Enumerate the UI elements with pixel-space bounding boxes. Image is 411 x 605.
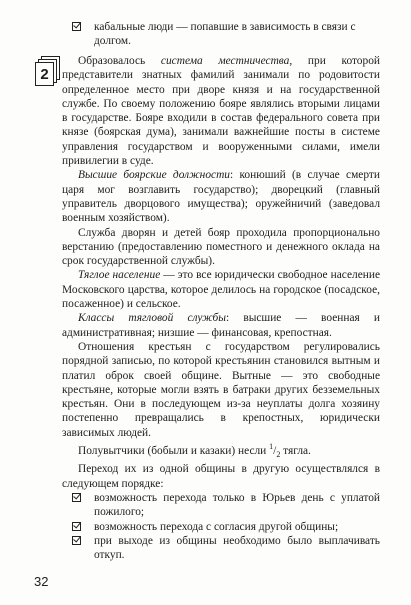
section-marker-icon [35,56,61,86]
checklist-item [62,520,380,534]
top-list [62,20,380,49]
paragraph-6: Отношения крестьян с государством регулировались порядной записью, по которой крестьянин становился вытным и платил оброк своей общине. Вытные — это свободные крестьяне, которые могли взять в батраки других безземельных крестьян. Они в последующем из-за неуплаты долга хозяину постепенно превращались в крепостных, юридически зависимых людей. [62,340,380,439]
item-text: возможность перехода с согласия другой общины; [94,520,339,533]
item-text: при выходе из общины необходимо было выплачивать откуп. [94,534,380,562]
paragraph-8: Переход их из одной общины в другую осуществлялся в следующем порядке: [62,463,380,490]
section-number: 2 [35,62,54,86]
checkbox-icon [72,493,81,502]
paragraph-4: Тяглое население — это все юридически свободное население Московского царства, которое делилось на городское (посадское, посаженное) и сельское. [62,269,380,311]
page-number: 32 [34,574,49,589]
checkbox-icon [72,536,81,545]
checklist-item [62,20,380,49]
item-text: возможность перехода только в Юрьев день с уплатой пожилого; [94,491,380,519]
checklist-item [62,491,380,520]
main-text [62,54,380,562]
item-text-cont: долгом. [94,35,131,48]
checkbox-icon [72,522,81,531]
paragraph-5: Классы тягловой службы: высшие — военная и административная; низшие — финансовая, крепостная. [62,312,380,339]
paragraph-2: Высшие боярские должности: конюший (в случае смерти царя мог возглавить государство); дворецкий (главный управитель дворцового имущества); оружейничий (заведовал военным хозяйством). [62,169,380,225]
paragraph-1: Образовалось система местничества, при которой представители знатных фамилий занимали по родовитости определенное место при дворе князя и на государственной службе. По своему положению бояре являлись вторыми лицами в государстве. Бояре входили в состав федерального совета при князе (боярская дума), занимали важнейшие посты в системе управления государством и вооруженными силами, имели привилегии в суде. [62,55,380,168]
checkbox-icon [72,22,81,31]
checklist-item [62,534,380,563]
paragraph-7: Полувытчики (бобыли и казаки) несли $^1/_2$ тягла. [78,442,311,460]
item-text: кабальные люди — попавшие в зависимость в связи с [94,21,356,33]
paragraph-3: Служба дворян и детей бояр проходила пропорционально верстанию (предоставлению поместного и денежного оклада на срок государственной службы). [62,226,380,268]
